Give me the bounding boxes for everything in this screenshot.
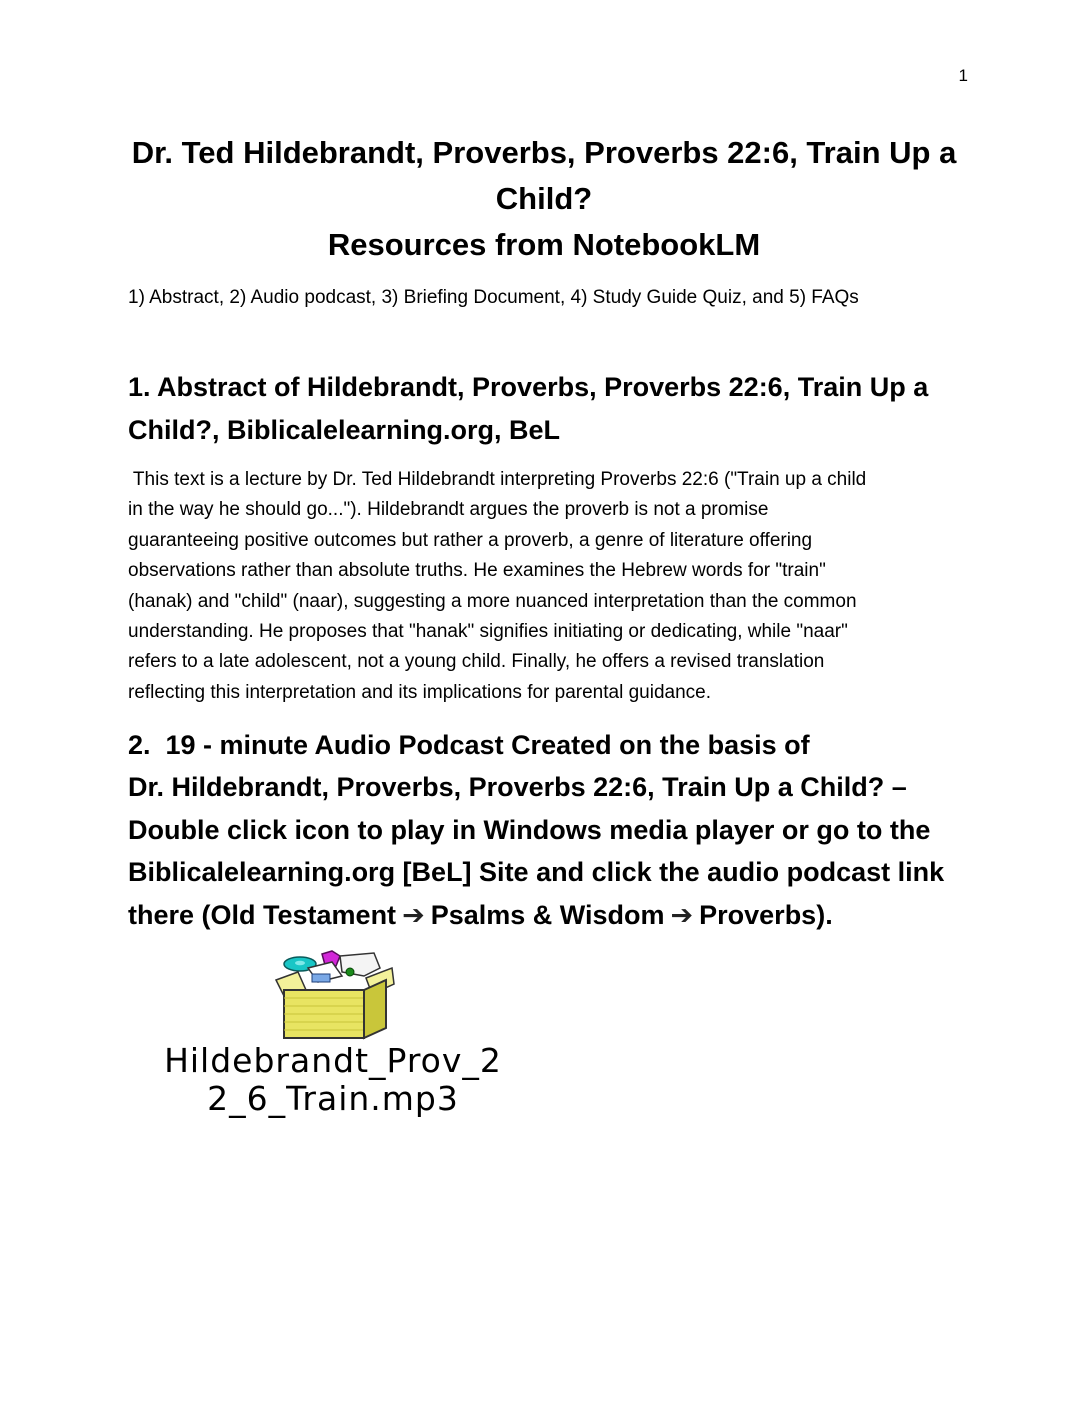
title-line-1: Dr. Ted Hildebrandt, Proverbs, Proverbs 22:6, Train Up a	[131, 135, 957, 170]
arrow-right-icon: ➔	[670, 899, 694, 930]
media-package-icon[interactable]	[270, 950, 400, 1042]
contents-list: 1) Abstract, 2) Audio podcast, 3) Briefing Document, 4) Study Guide Quiz, and 5) FAQs	[128, 287, 859, 308]
abstract-heading	[128, 366, 968, 452]
audio-file-label-line-2: 2_6_Train.mp3	[207, 1079, 459, 1118]
breadcrumb-psalms-wisdom: Psalms & Wisdom	[430, 899, 665, 930]
title-line-2: Child?	[495, 181, 593, 216]
abstract-heading-line-2: Child?, Biblicalelearning.org, BeL	[128, 415, 561, 445]
audio-heading-line-1: 2. 19 - minute Audio Podcast Created on the basis of	[128, 730, 810, 760]
document-title	[110, 130, 978, 268]
page-number: 1	[958, 66, 968, 85]
audio-heading-line-5	[128, 894, 988, 936]
arrow-right-icon: ➔	[402, 899, 425, 930]
audio-file-label[interactable]	[128, 1042, 538, 1118]
abstract-line: in the way he should go..."). Hildebrandt argues the proverb is not a promise	[128, 499, 769, 521]
audio-heading-line-2: Dr. Hildebrandt, Proverbs, Proverbs 22:6, Train Up a Child? –	[128, 772, 907, 803]
abstract-line: understanding. He proposes that "hanak" signifies initiating or dedicating, while "naar"	[128, 621, 848, 643]
abstract-line: (hanak) and "child" (naar), suggesting a more nuanced interpretation than the common	[128, 590, 857, 612]
abstract-line: observations rather than absolute truths. He examines the Hebrew words for "train"	[128, 560, 826, 582]
media-package-icon-graphic	[270, 950, 400, 1042]
audio-heading-line-3: Double click icon to play in Windows media player or go to the	[128, 814, 931, 845]
title-line-3: Resources from NotebookLM	[327, 227, 761, 262]
breadcrumb-proverbs: Proverbs).	[699, 899, 833, 930]
abstract-paragraph	[128, 465, 968, 708]
abstract-line: guaranteeing positive outcomes but rather a proverb, a genre of literature offering	[128, 529, 813, 551]
abstract-heading-line-1: 1. Abstract of Hildebrandt, Proverbs, Proverbs 22:6, Train Up a	[128, 372, 929, 402]
abstract-line: reflecting this interpretation and its implications for parental guidance.	[128, 681, 711, 703]
audio-file-label-line-1: Hildebrandt_Prov_2	[164, 1041, 502, 1080]
breadcrumb-old-testament: there (Old Testament	[128, 899, 397, 930]
audio-podcast-heading	[128, 724, 988, 936]
abstract-line: This text is a lecture by Dr. Ted Hildebrandt interpreting Proverbs 22:6 ("Train up a child	[128, 469, 867, 490]
abstract-line: refers to a late adolescent, not a young child. Finally, he offers a revised translation	[128, 651, 825, 673]
audio-heading-line-4: Biblicalelearning.org [BeL] Site and click the audio podcast link	[128, 857, 945, 888]
